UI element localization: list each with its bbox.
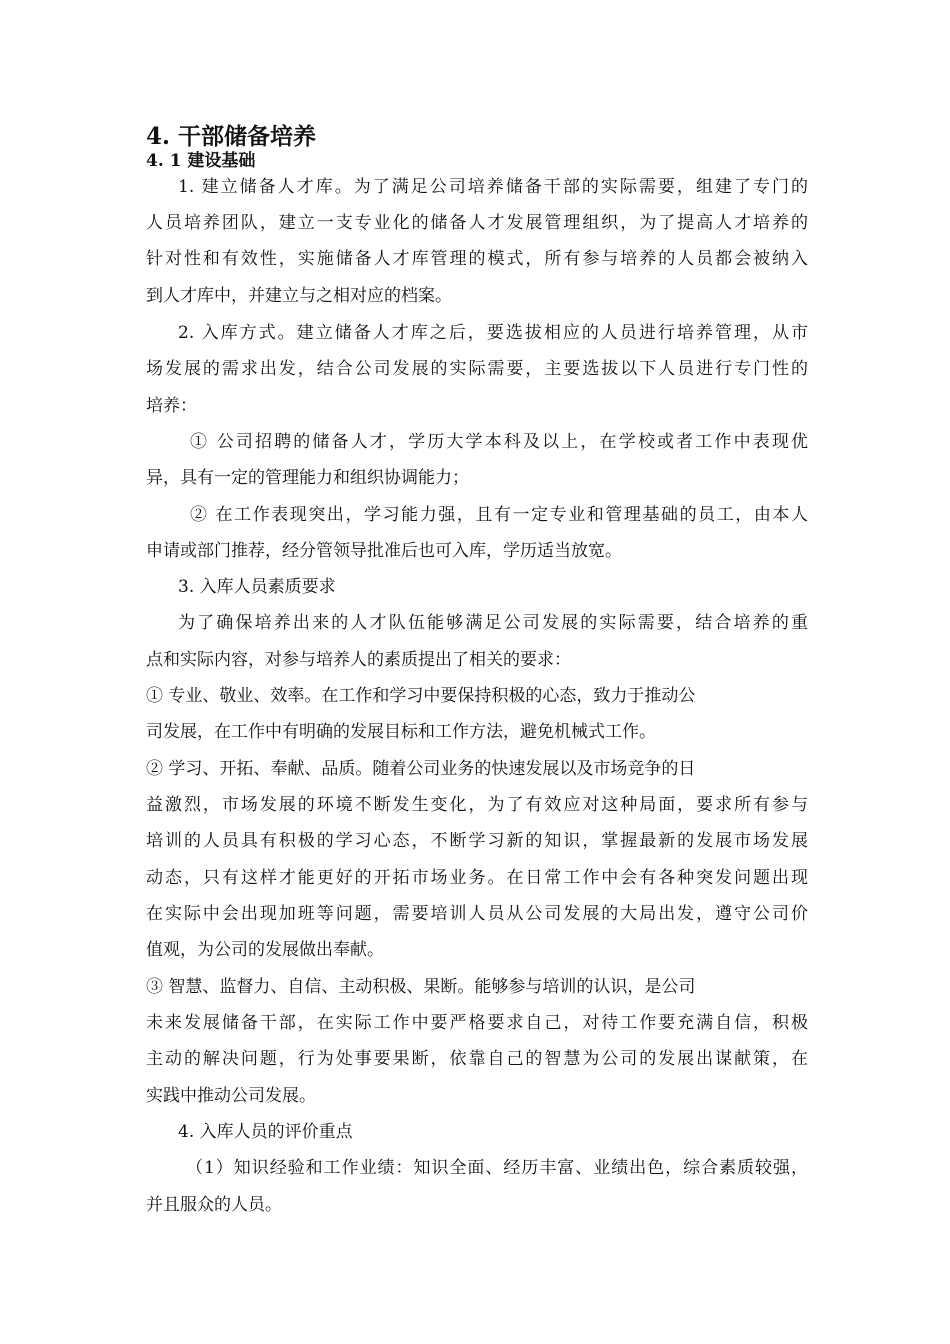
section-heading: 4. 干部储备培养: [146, 123, 317, 150]
list-item-line: ① 公司招聘的储备人才，学历大学本科及以上，在学校或者工作中表现优: [190, 432, 808, 452]
paragraph-line: 1. 建立储备人才库。为了满足公司培养储备干部的实际需要，组建了专门的: [178, 177, 808, 197]
paragraph-line: 为了确保培养出来的人才队伍能够满足公司发展的实际需要，结合培养的重: [178, 613, 808, 633]
paragraph-line: 点和实际内容，对参与培养人的素质提出了相关的要求：: [146, 650, 571, 670]
paragraph-line: 到人才库中，并建立与之相对应的档案。: [146, 286, 452, 306]
list-item-line: 益激烈，市场发展的环境不断发生变化，为了有效应对这种局面，要求所有参与: [146, 795, 808, 815]
list-item-line: 未来发展储备干部，在实际工作中要严格要求自己，对待工作要充满自信，积极: [146, 1013, 808, 1033]
list-item-line: 司发展，在工作中有明确的发展目标和工作方法，避免机械式工作。: [146, 722, 656, 742]
paragraph-line: （1）知识经验和工作业绩：知识全面、经历丰富、业绩出色，综合素质较强，: [186, 1158, 808, 1178]
paragraph-line: 针对性和有效性，实施储备人才库管理的模式，所有参与培养的人员都会被纳入: [146, 249, 808, 269]
paragraph-line: 培养：: [146, 396, 197, 416]
paragraph-line: 4. 入库人员的评价重点: [178, 1122, 353, 1142]
list-item-line: 在实际中会出现加班等问题，需要培训人员从公司发展的大局出发，遵守公司价: [146, 904, 808, 924]
paragraph-line: 场发展的需求出发，结合公司发展的实际需要，主要选拔以下人员进行专门性的: [146, 359, 808, 379]
list-item-line: 申请或部门推荐，经分管领导批准后也可入库，学历适当放宽。: [146, 541, 622, 561]
list-item-line: 主动的解决问题，行为处事要果断，依靠自己的智慧为公司的发展出谋献策，在: [146, 1049, 808, 1069]
paragraph-line: 3. 入库人员素质要求: [178, 577, 336, 597]
list-item-line: ③ 智慧、监督力、自信、主动积极、果断。能够参与培训的认识，是公司: [146, 977, 696, 997]
list-item-line: 值观，为公司的发展做出奉献。: [146, 940, 384, 960]
paragraph-line: 人员培养团队，建立一支专业化的储备人才发展管理组织，为了提高人才培养的: [146, 213, 808, 233]
paragraph-line: 并且服众的人员。: [146, 1195, 282, 1215]
list-item-line: 培训的人员具有积极的学习心态，不断学习新的知识，掌握最新的发展市场发展: [146, 831, 808, 851]
list-item-line: 异，具有一定的管理能力和组织协调能力；: [146, 468, 469, 488]
list-item-line: ② 在工作表现突出，学习能力强，且有一定专业和管理基础的员工，由本人: [190, 505, 808, 525]
subsection-heading: 4. 1 建设基础: [146, 151, 256, 171]
paragraph-line: 2. 入库方式。建立储备人才库之后，要选拔相应的人员进行培养管理，从市: [178, 323, 808, 343]
list-item-line: ① 专业、敬业、效率。在工作和学习中要保持积极的心态，致力于推动公: [146, 686, 696, 706]
list-item-line: ② 学习、开拓、奉献、品质。随着公司业务的快速发展以及市场竞争的日: [146, 759, 696, 779]
list-item-line: 实践中推动公司发展。: [146, 1086, 316, 1106]
list-item-line: 动态，只有这样才能更好的开拓市场业务。在日常工作中会有各种突发问题出现: [146, 868, 808, 888]
